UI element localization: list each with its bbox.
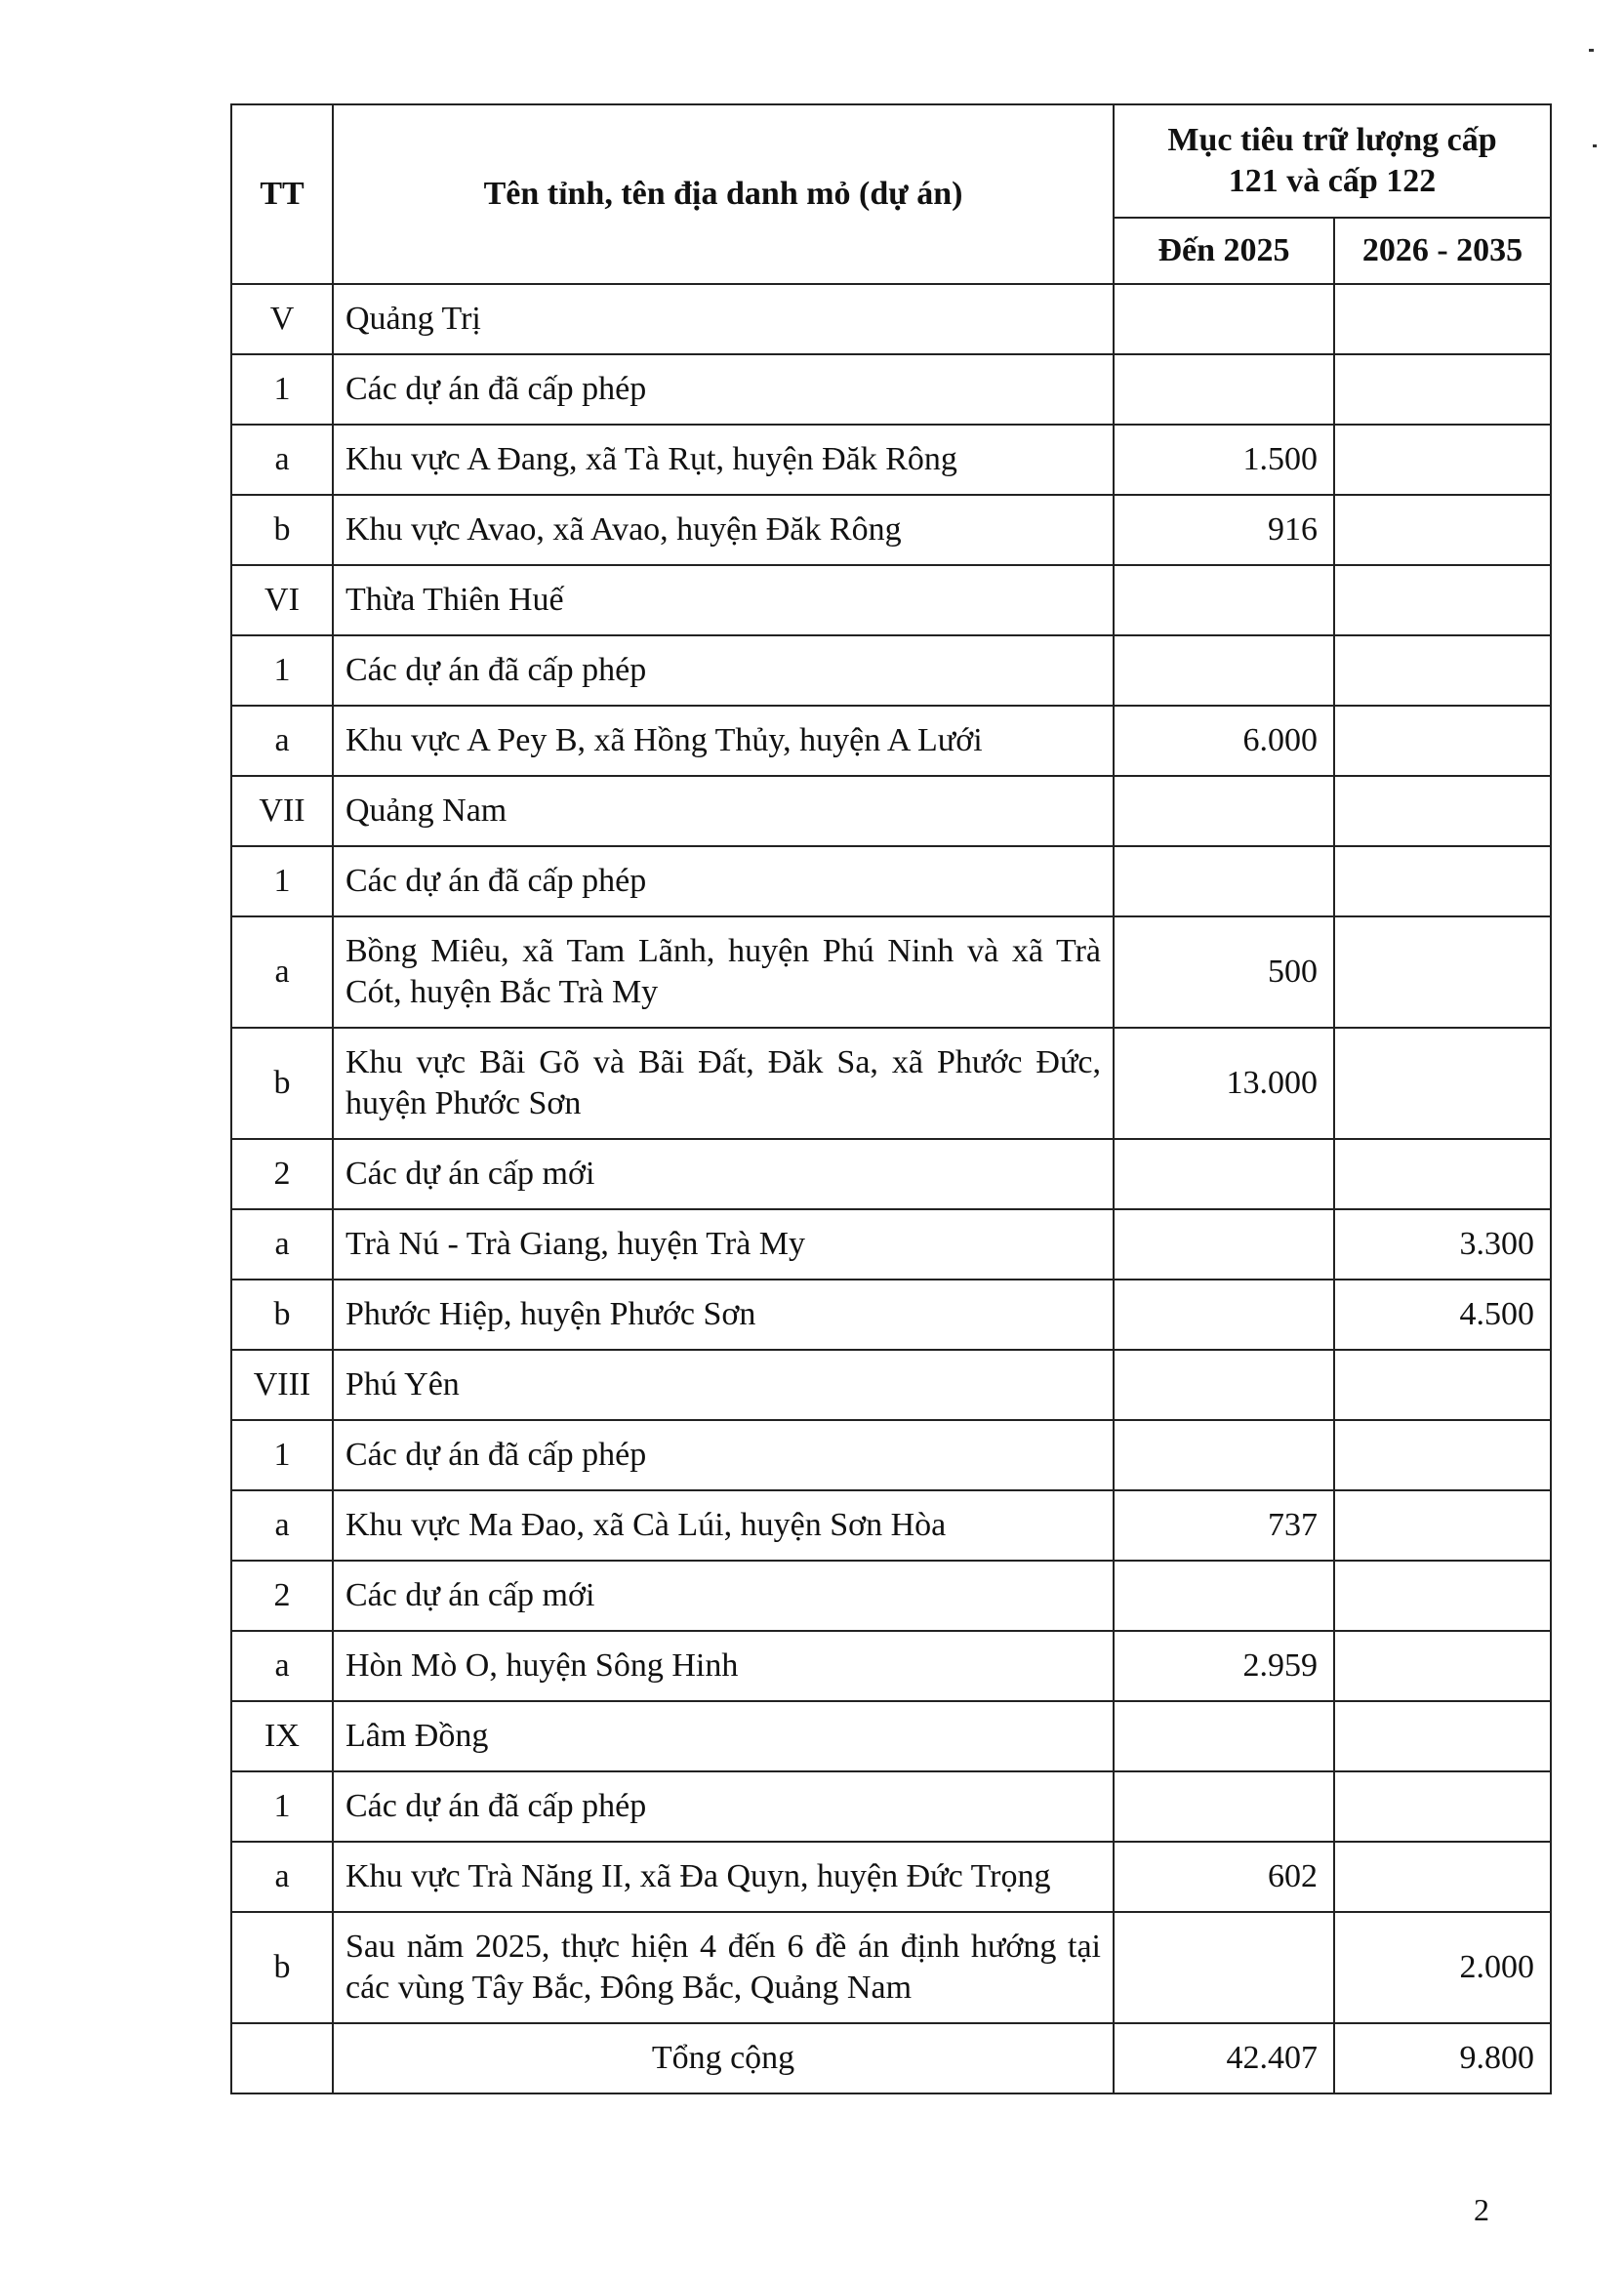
row-value-2035: 4.500 bbox=[1334, 1280, 1551, 1350]
row-value-2025 bbox=[1114, 635, 1334, 706]
row-value-2025 bbox=[1114, 565, 1334, 635]
table-row bbox=[231, 916, 1551, 1028]
row-tt: 1 bbox=[231, 846, 333, 916]
row-value-2035 bbox=[1334, 1842, 1551, 1912]
row-value-2025 bbox=[1114, 354, 1334, 425]
row-tt: 1 bbox=[231, 1771, 333, 1842]
row-value-2035 bbox=[1334, 635, 1551, 706]
table-row bbox=[231, 1139, 1551, 1209]
row-name: Quảng Trị bbox=[333, 284, 1114, 354]
header-col-2025: Đến 2025 bbox=[1114, 218, 1334, 284]
table-body bbox=[231, 284, 1551, 2023]
row-tt: b bbox=[231, 1028, 333, 1139]
row-name: Hòn Mò O, huyện Sông Hinh bbox=[333, 1631, 1114, 1701]
row-value-2025: 13.000 bbox=[1114, 1028, 1334, 1139]
row-value-2035: 2.000 bbox=[1334, 1912, 1551, 2023]
row-name: Khu vực Bãi Gõ và Bãi Đất, Đăk Sa, xã Phước Đức, huyện Phước Sơn bbox=[333, 1028, 1114, 1139]
row-value-2035 bbox=[1334, 565, 1551, 635]
table-row bbox=[231, 1420, 1551, 1490]
row-name: Các dự án cấp mới bbox=[333, 1139, 1114, 1209]
total-row bbox=[231, 2023, 1551, 2093]
row-value-2025 bbox=[1114, 1420, 1334, 1490]
row-tt: 1 bbox=[231, 1420, 333, 1490]
table-row bbox=[231, 1631, 1551, 1701]
row-name: Khu vực A Đang, xã Tà Rụt, huyện Đăk Rông bbox=[333, 425, 1114, 495]
row-tt: a bbox=[231, 1490, 333, 1561]
row-tt: a bbox=[231, 916, 333, 1028]
row-name: Các dự án đã cấp phép bbox=[333, 1420, 1114, 1490]
total-2025: 42.407 bbox=[1114, 2023, 1334, 2093]
row-value-2035 bbox=[1334, 1028, 1551, 1139]
row-tt: 2 bbox=[231, 1139, 333, 1209]
row-name: Phú Yên bbox=[333, 1350, 1114, 1420]
row-value-2025 bbox=[1114, 1912, 1334, 2023]
row-value-2025 bbox=[1114, 1139, 1334, 1209]
total-2035: 9.800 bbox=[1334, 2023, 1551, 2093]
row-value-2025 bbox=[1114, 846, 1334, 916]
row-tt: a bbox=[231, 1631, 333, 1701]
row-tt: 1 bbox=[231, 635, 333, 706]
row-value-2025 bbox=[1114, 1280, 1334, 1350]
row-value-2025 bbox=[1114, 1701, 1334, 1771]
row-name: Các dự án đã cấp phép bbox=[333, 635, 1114, 706]
row-tt: 1 bbox=[231, 354, 333, 425]
row-name: Sau năm 2025, thực hiện 4 đến 6 đề án định hướng tại các vùng Tây Bắc, Đông Bắc, Quảng Nam bbox=[333, 1912, 1114, 2023]
row-value-2035 bbox=[1334, 916, 1551, 1028]
row-tt: IX bbox=[231, 1701, 333, 1771]
row-value-2025: 2.959 bbox=[1114, 1631, 1334, 1701]
table-row bbox=[231, 1771, 1551, 1842]
reserves-table bbox=[230, 103, 1552, 2094]
row-tt: VIII bbox=[231, 1350, 333, 1420]
row-name: Khu vực A Pey B, xã Hồng Thủy, huyện A Lưới bbox=[333, 706, 1114, 776]
total-label: Tổng cộng bbox=[333, 2023, 1114, 2093]
row-tt: b bbox=[231, 495, 333, 565]
row-tt: VII bbox=[231, 776, 333, 846]
row-name: Lâm Đồng bbox=[333, 1701, 1114, 1771]
row-value-2025 bbox=[1114, 1209, 1334, 1280]
row-name: Phước Hiệp, huyện Phước Sơn bbox=[333, 1280, 1114, 1350]
row-value-2035 bbox=[1334, 706, 1551, 776]
row-value-2035 bbox=[1334, 776, 1551, 846]
row-name: Các dự án cấp mới bbox=[333, 1561, 1114, 1631]
table-row bbox=[231, 1561, 1551, 1631]
table-row bbox=[231, 1912, 1551, 2023]
row-name: Thừa Thiên Huế bbox=[333, 565, 1114, 635]
row-name: Các dự án đã cấp phép bbox=[333, 846, 1114, 916]
table-row bbox=[231, 284, 1551, 354]
header-tt: TT bbox=[231, 104, 333, 284]
row-name: Khu vực Trà Năng II, xã Đa Quyn, huyện Đức Trọng bbox=[333, 1842, 1114, 1912]
row-name: Khu vực Avao, xã Avao, huyện Đăk Rông bbox=[333, 495, 1114, 565]
table-row bbox=[231, 1701, 1551, 1771]
header-col-2035: 2026 - 2035 bbox=[1334, 218, 1551, 284]
row-tt: VI bbox=[231, 565, 333, 635]
row-value-2025 bbox=[1114, 1771, 1334, 1842]
table-row bbox=[231, 495, 1551, 565]
table-row bbox=[231, 706, 1551, 776]
row-value-2025 bbox=[1114, 284, 1334, 354]
table-row bbox=[231, 1350, 1551, 1420]
row-name: Quảng Nam bbox=[333, 776, 1114, 846]
row-name: Các dự án đã cấp phép bbox=[333, 354, 1114, 425]
table-row bbox=[231, 846, 1551, 916]
row-tt: a bbox=[231, 1842, 333, 1912]
table-row bbox=[231, 1490, 1551, 1561]
table-row bbox=[231, 565, 1551, 635]
row-tt: a bbox=[231, 1209, 333, 1280]
row-value-2025: 737 bbox=[1114, 1490, 1334, 1561]
scan-speck bbox=[1593, 144, 1597, 147]
row-value-2035 bbox=[1334, 1139, 1551, 1209]
page-number: 2 bbox=[1474, 2192, 1489, 2227]
row-value-2035 bbox=[1334, 1490, 1551, 1561]
row-name: Bồng Miêu, xã Tam Lãnh, huyện Phú Ninh và xã Trà Cót, huyện Bắc Trà My bbox=[333, 916, 1114, 1028]
row-value-2025 bbox=[1114, 776, 1334, 846]
total-tt-cell bbox=[231, 2023, 333, 2093]
row-value-2035 bbox=[1334, 1771, 1551, 1842]
row-value-2035 bbox=[1334, 1350, 1551, 1420]
row-tt: a bbox=[231, 706, 333, 776]
table-row bbox=[231, 1028, 1551, 1139]
row-value-2025: 500 bbox=[1114, 916, 1334, 1028]
row-value-2035 bbox=[1334, 495, 1551, 565]
table-row bbox=[231, 354, 1551, 425]
table-row bbox=[231, 1280, 1551, 1350]
row-value-2035 bbox=[1334, 1631, 1551, 1701]
table-header bbox=[231, 104, 1551, 284]
row-value-2025: 6.000 bbox=[1114, 706, 1334, 776]
row-value-2025 bbox=[1114, 1350, 1334, 1420]
row-name: Khu vực Ma Đao, xã Cà Lúi, huyện Sơn Hòa bbox=[333, 1490, 1114, 1561]
row-tt: b bbox=[231, 1912, 333, 2023]
row-value-2035 bbox=[1334, 425, 1551, 495]
row-name: Trà Nú - Trà Giang, huyện Trà My bbox=[333, 1209, 1114, 1280]
scan-speck bbox=[1589, 49, 1594, 52]
row-value-2035 bbox=[1334, 846, 1551, 916]
row-value-2035: 3.300 bbox=[1334, 1209, 1551, 1280]
row-value-2025 bbox=[1114, 1561, 1334, 1631]
row-value-2025: 1.500 bbox=[1114, 425, 1334, 495]
row-value-2035 bbox=[1334, 354, 1551, 425]
table-row bbox=[231, 1842, 1551, 1912]
row-value-2035 bbox=[1334, 1420, 1551, 1490]
row-tt: V bbox=[231, 284, 333, 354]
table-row bbox=[231, 635, 1551, 706]
table-row bbox=[231, 776, 1551, 846]
header-name: Tên tỉnh, tên địa danh mỏ (dự án) bbox=[333, 104, 1114, 284]
row-value-2035 bbox=[1334, 1701, 1551, 1771]
row-tt: 2 bbox=[231, 1561, 333, 1631]
row-tt: a bbox=[231, 425, 333, 495]
row-value-2035 bbox=[1334, 284, 1551, 354]
row-value-2035 bbox=[1334, 1561, 1551, 1631]
table-footer bbox=[231, 2023, 1551, 2093]
row-tt: b bbox=[231, 1280, 333, 1350]
table-row bbox=[231, 1209, 1551, 1280]
row-value-2025: 916 bbox=[1114, 495, 1334, 565]
table-row bbox=[231, 425, 1551, 495]
row-name: Các dự án đã cấp phép bbox=[333, 1771, 1114, 1842]
header-target: Mục tiêu trữ lượng cấp 121 và cấp 122 bbox=[1114, 104, 1551, 218]
row-value-2025: 602 bbox=[1114, 1842, 1334, 1912]
